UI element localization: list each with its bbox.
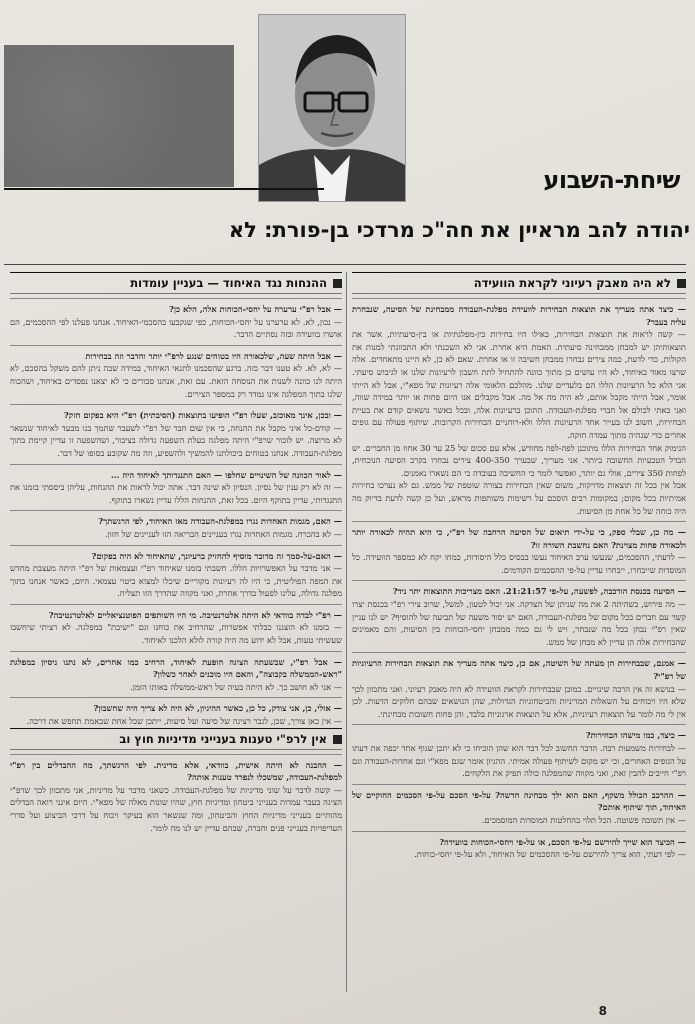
- top-rule: [4, 188, 324, 190]
- left-column-question: — האם, מגמות האחדות נגרו במפלגת-העבודה מאז האיחוד, לפי הרגשתך?: [98, 516, 342, 527]
- right-column-answer: אבל אין בכל זה תוצאות מדויקות, משום שאין הבחירות בצורה שוטפת של ממש. גם לא נערכו בחירות אמיתיות בכל מקום; במקומות רבים הוסכם על רשימות משותפות מראש, ועל כן קשה לדעת בדיוק מה היה כוחה של כל אחת מן הסיעות.: [352, 480, 686, 516]
- right-column-question: — הסיעה בכנסת הורכבה, לפשעה, על-פי 21:21:57. האם מצריכות התוצאות יתר ניד?: [392, 586, 686, 597]
- gray-image-placeholder: [4, 45, 234, 187]
- left-column-text: [10, 298, 342, 834]
- left-column-question: — אבל רפ"י ערערה על יחסי-הכוחות אלה, הלא כן?: [169, 304, 342, 314]
- right-column-answer: הנימוק אחד הבחירות הללו מתוכנן לפה-לפה מחודש, אלא עם סכום של 25 עד 30 אחוז מן החברים. יש הבדל הטבעיות החשובה ביותר. אני מעריך, שבערך 400-350 צירים נבחרו בקרב הסיעה הנוכחית, לפחות 350 צירים, אולי גם יותר, ואפשר לומר כי החשיבה בעובדה כי הם נשארו נאמנים.: [352, 442, 686, 478]
- left-column-answer: — לא, לא. לא טענו דבר כזה. ברגע שהסכמנו לתנאי האיחוד, במידה שבה ניתן להם משקל בהסכם, לא היתה לנו כוונה לשנות את הנוסחה הזאת. עם זאת, אנחנו סבורים כי לא יצאנו נפסדים באיחוד, ושהכוח שלנו בתוך המפלגה אינו נמדד רק במספר הצירים.: [10, 363, 342, 399]
- right-column-answer: — לפי דעתי, הוא צריך להירשם על-פי ההסכמים של האיחוד, ולא על-פי יחסי-כוחות.: [414, 849, 686, 860]
- square-bullet-icon: [333, 279, 342, 288]
- left-column-question: — רפ"י לבדה בוודאי לא היתה אלטרנטיבה. מי היו השותפים הפוטנציאליים לאלטרנטיבה?: [48, 609, 342, 620]
- right-column-question: — כיצד, כמו מישהו הבחירות?: [585, 730, 686, 741]
- left-column-question: — ובכן, אינך מאוכזב, שעלו רפ"י הופיעו בתוצאות (הסיבתית) רפ"י היא בפקום חזק?: [63, 410, 342, 421]
- left-column-answer: — זה לא רק ענין של נסיון. הנסיון לא שינה דבר. אתה יכול לראות את ההנחות, עליהן ביססתי בזמנו את התנגדותי, עדיין בתוקף היום. בכל זאת, ההנחות הללו עדיין נשארו בתוקף.: [10, 482, 342, 505]
- question-separator: [10, 754, 342, 755]
- question-separator: [10, 298, 342, 299]
- left-column-answer: — קשה לדבר על שוני מדיניות של מפלגת-העבודה. כשאני מדבר על מדיניות, אני מתכוון לכך שרפ"י הציגה בעבר עמדות בענייני ביטחון ומדיניות חוץ, שהיו שונות מאלה של מפא"י. היום אינני רואה הבדלים מהותיים בענייני מדיניות החוץ והביטחון, ומה שנשאר הוא בעיקר ויכוח על דרכי הביצוע ועל סדרי העדיפויות בענייני פנים וחברה, שבהם עדיין יש לנו מה לומר.: [10, 784, 342, 833]
- question-separator: [10, 464, 342, 465]
- left-column-question: — אולי, כן, אני צודק, כל כן, כאשר ההיגיון, לא היה לא צריך היה שחשבון?: [93, 703, 342, 714]
- left-column-subhead-2: אין לרפ"י טענות בענייני מדיניות חוץ וב: [10, 728, 342, 750]
- right-column-text: [352, 298, 686, 861]
- square-bullet-icon: [333, 735, 342, 744]
- left-column-answer: — אני מדבר על האפשרויות הללו. חשבתי בזמנו שאיחוד רפ"י ועצמאות של רפ"י היתה מעצבת מחדש את המפה הפוליטית, כי היו לה רעיונות מקוריים שיכלו למצוא ביטוי עצמאי. היום, כאשר אנחנו בתוך מפלגה גדולה, עלינו לפעול בדרך אחרת, ואני מקווה שהדרך הזו תצליח.: [10, 563, 342, 599]
- left-column-answer: — אין כאן צורך, שכן, לגבר רצינה של סיעה ועל סיעות, ייתכן שכל אחת שבאמת תחפש את דרכה.: [26, 716, 342, 727]
- right-column-subhead: לא היה מאבק רעיוני לקראת הוועידה: [352, 272, 686, 294]
- question-separator: [10, 345, 342, 346]
- question-separator: [10, 651, 342, 652]
- page-headline: יהודה להב מראיין את חה"כ מרדכי בן-פורת: לא: [228, 218, 690, 242]
- headline-rule: [4, 264, 686, 265]
- right-column-question: — מה כן, שבלי ספק, כי על-ידי תיאום של הסיעה הרחבה של רפ"י, כי היא תהיה לכאורה יותר ולכאורה פחות מצוינת? האם נחשבת השורה זו?: [352, 527, 686, 550]
- right-column-answer: — לבחירות משמעות רבה. הדבר החשוב לכל דבר הוא שהן הוכיחו כי לא יתכן שגוף אחד יכפה את דעתו על הגופים האחרים, וכי יש מקום לשיתוף פעולה אמיתי. ההגיון אומר שגם מפא"י וגם אחדות-העבודה וגם רפ"י חייבים להבין זאת, ואני מקווה שהמפלגה כולה תפיק את הלקחים.: [352, 743, 686, 779]
- left-column-subhead: ההנחות נגד האיחוד — בעניין עומדות: [10, 272, 342, 294]
- left-column: [10, 272, 342, 992]
- page-number: 8: [598, 1004, 607, 1018]
- left-column-answer: — קודם-כל איני מקבל את ההנחה, כי אין שום חבר של רפ"י לשעבר שתמך בנו מבעד לאיחוד שנשאר לא מרוצה. יש לזכור שרפ"י היתה מפלגה בעלת השפעה גדולה בציבור, ושהשפעה זו עדיין קיימת בתוך מפלגת-העבודה. אנחנו בטוחים ביכולתנו להמשיך ולהשפיע, וזה מה שקובע בסופו של דבר.: [10, 422, 342, 458]
- question-separator: [352, 831, 686, 832]
- right-column-question: — כיצד אתה מעריך את תוצאות הבחירות לוועידת מפלגת-העבודה ממבחינת של הסיעה, שנבחרת עליה בעבר?: [352, 304, 686, 327]
- question-separator: [352, 298, 686, 299]
- left-column-question: — אבל היתה שעה, שלכאורה היו בטוחים שנגע לרפ"י יותר והדבר וזה בבחירות: [85, 350, 342, 361]
- question-separator: [352, 724, 686, 725]
- left-column-answer: — נכון, לא. לא ערערנו על יחסי-הכוחות, כפי שנקבעו בהסכמי-האיחוד. אנחנו פעלנו לפי ההסכמים, הם אושרו בוועידה ובזה נסתיים הדבר.: [10, 316, 342, 340]
- question-separator: [10, 510, 342, 511]
- left-column-question: — לאור הכוונה של השינויים שחלפו — האם התנגדותך לאיחוד היה ...: [110, 469, 342, 480]
- left-column-question: — האם-על-סמך זה מדובר מוסיף להחזיק ברעיונך, שהאיחוד לא היה בפקום?: [91, 550, 342, 561]
- section-kicker: שיחת-השבוע: [543, 166, 680, 194]
- right-column: [352, 272, 686, 992]
- left-column-answer: — אני לא חושב כך. לא היתה בעיה של ראש-ממשלה באותו הזמן.: [130, 681, 342, 692]
- question-separator: [10, 697, 342, 698]
- square-bullet-icon: [677, 279, 686, 288]
- left-column-answer: — בזמנו לא הוצגנו כבלתי אפשרות, שהרחיב את כוחנו וגם "ישיבת" במפלגה. לא רציתי שיחשבו שעשיתי טעות, אבל לא ידוע מה היה קורה לולא הלכנו לאיחוד.: [10, 622, 342, 646]
- question-separator: [352, 580, 686, 581]
- left-column-question: — ההבנה לא היתה אישית, בוודאי, אלא מדינית. לפי הרגשתך, מה ההבדלים בין רפ"י למפלגת-העבודה, שמשכלו לנפרד טענות אותה?: [10, 759, 342, 783]
- question-separator: [10, 545, 342, 546]
- question-separator: [10, 604, 342, 605]
- question-separator: [10, 404, 342, 405]
- right-column-answer: — קשה לראות את תוצאות הבחירות, כאילו היו בחירות בין-מפלגתיות או בין-סיעתיות, אשר את תוצאותיהן יש למבחן ממבחינה סיעתית. האמת היא אחרת. אני לא השכנתי ולא התכוונתי למנות את הקולות, כדי לדעת, כמה צירים נבחרו ממבחן חשיבה זו או אחרת. שאם לא כן, לא היינו מתאחדים. אלה שרצו מאוד באיחוד, לא היו עושים כן מתוך כוונה להתחיל לתת חשבון לרעיונות שלנו או לגיבוש סיעתי. אני הלא כל הרעיונות הללו הם בלעדיים שלנו. מהלכם הלאומי אלה רעיונות של מפא"י, אבל לא הייתי אומר, אבל הייתי מקבל אותם, לא היה מה אל מה. אבל מקבלים אנו היום פחות או יותר במידה שווה, ואני באתי לכולם אל חברי מפלגת-העבודה. התוכן ברעיונות אלה, ובכל כאשר נושאים קודם את בעיית הבחירות, חשוב לנו בעייר אחד הרעיונות הללו ולא-רוחניים הבחירות הקרובות. שיתוף פעולה עם גופים אחרים כדי שנהיה מתוך עמדה חזקה.: [352, 329, 686, 440]
- right-column-question: — הכיצד הוא שייך להירשם על-פי הסכם, או על-פי ויחסי-הכוחות בוועידה?: [439, 836, 686, 847]
- question-separator: [352, 784, 686, 785]
- right-column-answer: — אין תשובה פשוטה. הכל תלוי בהחלטות המוסדות המוסמכים.: [481, 814, 686, 825]
- right-column-question: — ההרכב הכולל משקף, האם הוא ילך מבחינה חדשה? על-פי הסכם על-פי הסכמים החוקיים של האיחוד, תוך שיתוף אותם?: [352, 789, 686, 813]
- right-column-answer: — לדעתי, ההסכמים, שנעשו ערב האיחוד נעשו בבסיס כלל היסודות, כמחו יקח לא כמספר הוועידה. כל המוסדות שייבחרו, ייבחרו עדיין על-פי ההסכמים הקודמים.: [352, 552, 686, 575]
- right-column-answer: — מה פירוש, כשהיתה 2 את מה שניתן של הצדקה. אני יכול לטעון, למשל, שרוב צירי רפ"י בכנסת יצרו קשר עם חברים בכל מקום של מפלגת-העבודה, האם יש יסוד משעה של תביעה של להוסיף? יש לנו עניין שאין רפ"י נבחן בכל מה שנבחר, ויש לי גם כמה ממבחן יחסי-הכוחות בין הסיעות, והם מאמינים שהבחירות אלה הן עדיין לא מבחן של ממש.: [352, 599, 686, 647]
- left-column-answer: — לא בהכרח. מגמות האחדות נגרו בעניינים הבריאה הזו לעניינים של חזון.: [104, 528, 342, 539]
- question-separator: [352, 521, 686, 522]
- right-column-question: — אמנם, שבבחירות הן מעתה של השיטה, אם כן, כיצד אתה מעריך את תוצאות הבחירות הרעיוניות של רפ"י?: [352, 658, 686, 682]
- left-column-question: — אבל רפ"י, שבשעתה הציגה הופעת לאיחוד, הרחיב כמו אחרים, לא נתנו ניסיון במפלגת "ראש-הממשלה בקבוצה", והאם היו מוכנים לאחר כשלון?: [10, 656, 342, 680]
- right-column-answer: — בנושא זה אין הרבה שינויים. כמובן שבבחירות לקראת הוועידה לא היה מאבק רעיוני. ואני מתכוון לכך שלא היו ויכוחים על השאלות המדיניות והביטחוניות הגדולות, שהן הנושאים שבהם חלוקים הדעות. לכן אין לי מה לומר על תוצאות רעיוניות, אלא על תוצאות ארגוניות בלבד, והן פחות חשובות מבחינתי.: [352, 683, 686, 719]
- question-separator: [352, 652, 686, 653]
- column-divider: [346, 272, 347, 992]
